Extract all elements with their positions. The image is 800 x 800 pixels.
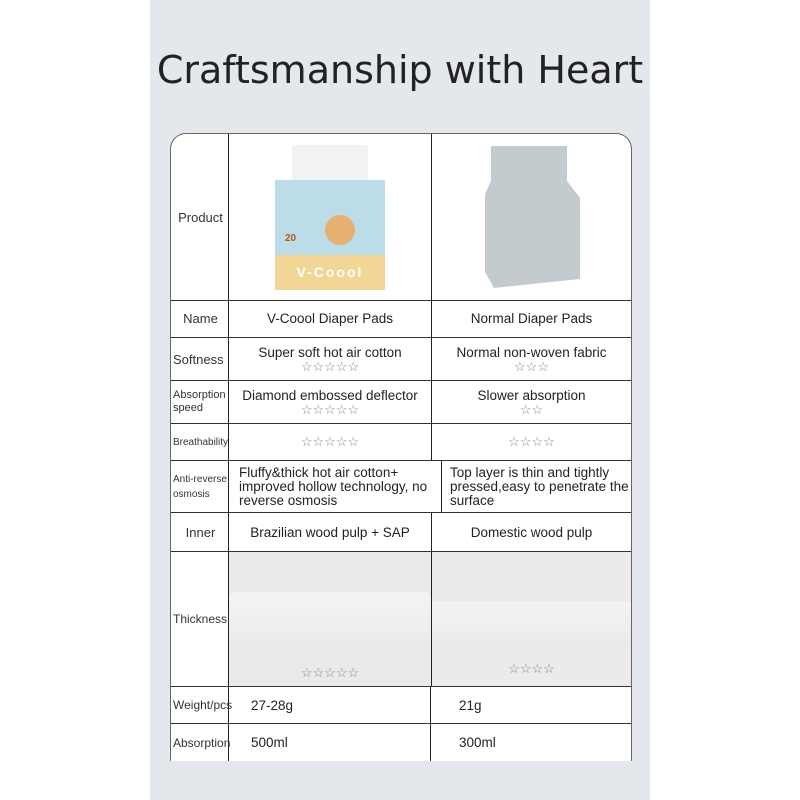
vcoool-value: Diamond embossed deflector bbox=[242, 387, 418, 403]
row-softness bbox=[171, 338, 631, 381]
row-label: Thickness bbox=[171, 552, 229, 686]
star-rating: ☆☆☆☆☆ bbox=[300, 434, 360, 449]
vcoool-thickness-photo bbox=[229, 552, 432, 686]
row-product bbox=[171, 134, 631, 301]
row-label: Absorption bbox=[171, 724, 229, 761]
vcoool-value: Fluffy&thick hot air cotton+ improved hollow technology, no reverse osmosis bbox=[229, 461, 442, 512]
row-absorption bbox=[171, 724, 631, 761]
normal-value: Domestic wood pulp bbox=[470, 524, 593, 540]
row-label: Breathability bbox=[171, 424, 229, 460]
normal-value: Normal Diaper Pads bbox=[470, 311, 593, 326]
star-rating: ☆☆ bbox=[519, 401, 544, 417]
row-breathability bbox=[171, 424, 631, 461]
star-rating: ☆☆☆☆☆ bbox=[300, 401, 360, 417]
vcoool-value: 27-28g bbox=[229, 687, 431, 723]
pack-count: 20 bbox=[285, 232, 297, 244]
row-label: Absorption speed bbox=[171, 381, 229, 423]
normal-thickness-photo bbox=[432, 552, 631, 686]
comparison-table bbox=[170, 133, 632, 761]
brand-logo: V-Coool bbox=[275, 255, 385, 290]
row-absorption-speed bbox=[171, 381, 631, 424]
row-label: Name bbox=[171, 300, 229, 337]
row-label: Inner bbox=[171, 513, 229, 551]
vcoool-value: Brazilian wood pulp + SAP bbox=[229, 513, 432, 551]
row-label: Anti-reverse osmosis bbox=[171, 461, 229, 512]
page-title: Craftsmanship with Heart bbox=[156, 48, 644, 92]
star-rating: ☆☆☆ bbox=[514, 358, 549, 374]
star-rating: ☆☆☆☆ bbox=[508, 661, 555, 676]
row-label: Product bbox=[171, 134, 229, 300]
star-rating: ☆☆☆☆ bbox=[508, 434, 555, 449]
row-weight bbox=[171, 687, 631, 724]
row-anti-reverse-osmosis bbox=[171, 461, 631, 513]
star-rating: ☆☆☆☆☆ bbox=[300, 665, 360, 680]
normal-value: Slower absorption bbox=[477, 387, 586, 403]
normal-value: Top layer is thin and tightly pressed,easy to penetrate the surface bbox=[450, 464, 629, 508]
normal-value: 300ml bbox=[459, 735, 496, 750]
row-name bbox=[171, 300, 631, 338]
vcoool-value: Super soft hot air cotton bbox=[258, 344, 402, 360]
row-inner bbox=[171, 513, 631, 552]
normal-value: 21g bbox=[459, 697, 482, 713]
vcoool-value: V-Coool Diaper Pads bbox=[229, 300, 432, 337]
normal-product-silhouette bbox=[432, 134, 631, 300]
row-label: Softness bbox=[171, 338, 229, 380]
vcoool-value: 500ml bbox=[229, 724, 431, 761]
normal-value: Normal non-woven fabric bbox=[456, 344, 607, 360]
vcoool-product-image bbox=[229, 134, 432, 300]
star-rating: ☆☆☆☆☆ bbox=[300, 358, 360, 374]
row-label: Weight/pcs bbox=[171, 687, 229, 723]
row-thickness bbox=[171, 552, 631, 687]
